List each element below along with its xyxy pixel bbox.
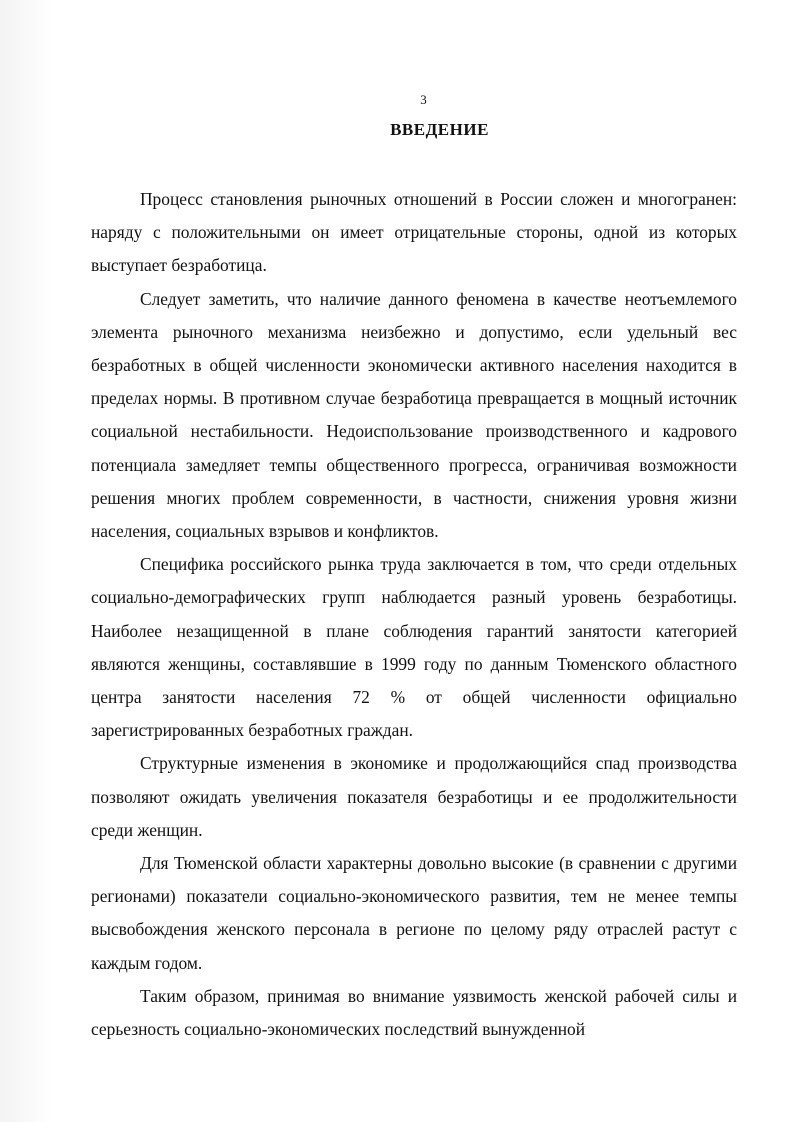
page-number: 3 — [420, 92, 427, 107]
paragraph: Процесс становления рыночных отношений в России сложен и многогранен: наряду с положительными он имеет отрицательные стороны, одной из которых выступает безработица. — [91, 189, 737, 276]
paragraph: Для Тюменской области характерны довольно высокие (в сравнении с другими регионами) показатели социально-экономического развития, тем не менее темпы высвобождения женского персонала в регионе по целому ряду отраслей растут с каждым годом. — [91, 853, 737, 973]
paragraph: Специфика российского рынка труда заключается в том, что среди отдельных социально-демографических групп наблюдается разный уровень безработицы. Наиболее незащищенной в плане соблюдения гарантий занятости категорией являются женщины, составлявшие в 1999 году по данным Тюменского областного центра занятости населения 72 % от общей численности официально зарегистрированных безработных граждан. — [91, 554, 737, 741]
paragraph: Следует заметить, что наличие данного феномена в качестве неотъемлемого элемента рыночного механизма неизбежно и допустимо, если удельный вес безработных в общей численности экономически активного населения находится в пределах нормы. В противном случае безработица превращается в мощный источник социальной нестабильности. Недоиспользование производственного и кадрового потенциала замедляет темпы общественного прогресса, ограничивая возможности решения многих проблем современности, в частности, снижения уровня жизни населения, социальных взрывов и конфликтов. — [91, 288, 737, 542]
paragraph: Таким образом, принимая во внимание уязвимость женской рабочей силы и серьезность социально-экономических последствий вынужденной — [91, 985, 737, 1040]
paragraph: Структурные изменения в экономике и продолжающийся спад производства позволяют ожидать увеличения показателя безработицы и ее продолжительности среди женщин. — [91, 753, 737, 840]
scan-shadow-edge — [0, 0, 52, 1122]
page-title: ВВЕДЕНИЕ — [390, 120, 489, 139]
document-body — [91, 183, 737, 1046]
